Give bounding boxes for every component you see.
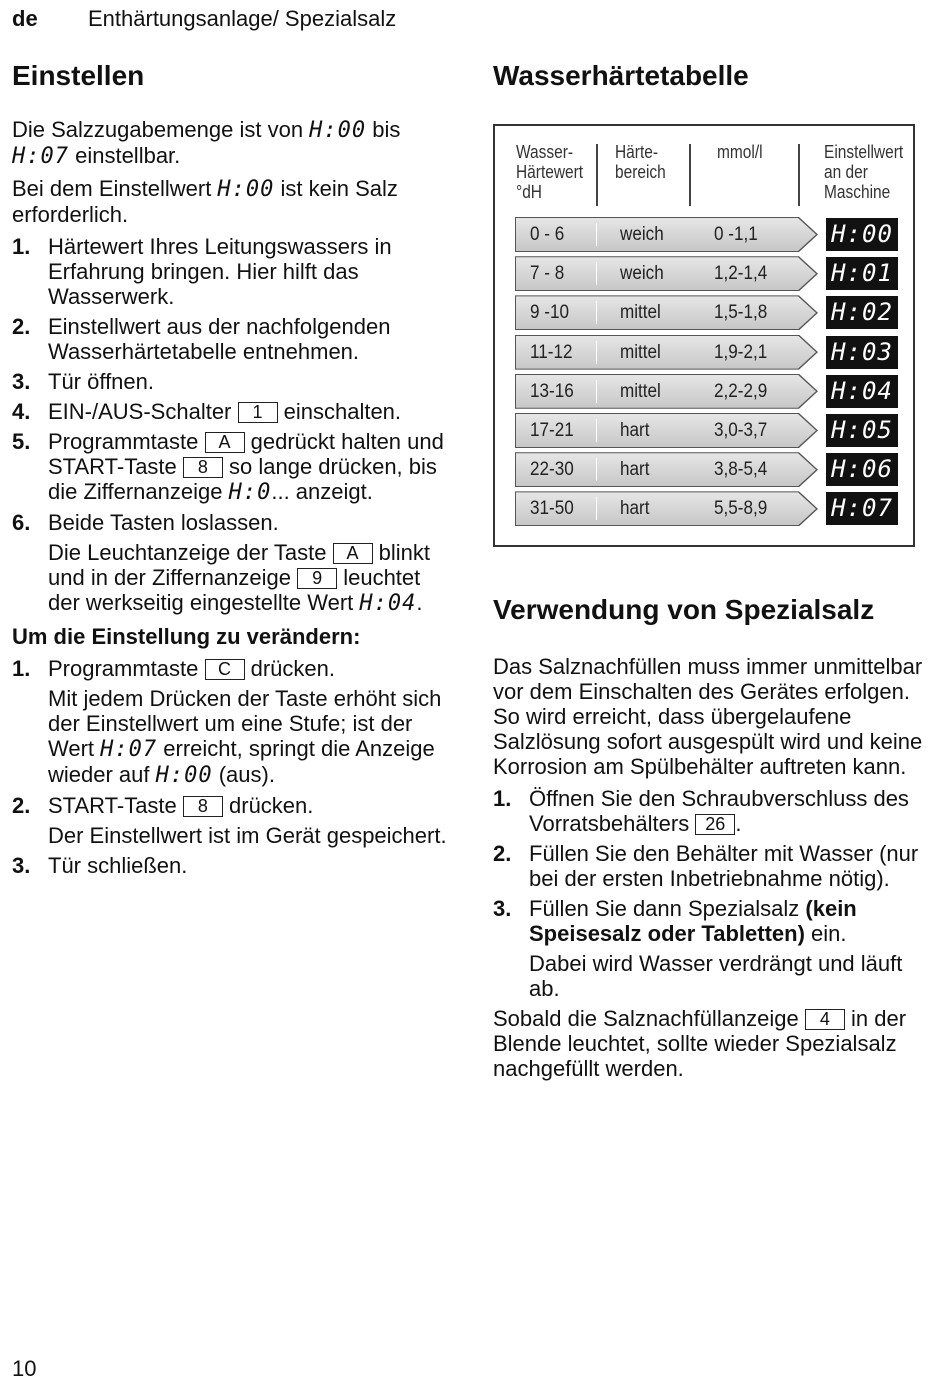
- heading-spezialsalz: Verwendung von Spezialsalz: [493, 594, 875, 625]
- display-setting: H:02: [826, 296, 898, 329]
- cell-range: weich: [620, 224, 664, 245]
- heading-einstellen: Einstellen: [12, 60, 145, 91]
- display-setting: H:04: [826, 375, 898, 408]
- column-header-dh: Wasser- Härtewert °dH: [516, 142, 584, 202]
- key-label: A: [205, 432, 245, 453]
- setup-steps: [12, 234, 452, 616]
- heading-wasserhaertetabelle: Wasserhärtetabelle: [493, 60, 749, 91]
- list-item: 6. Beide Tasten loslassen.: [12, 510, 279, 535]
- display-setting: H:03: [826, 336, 898, 369]
- cell-range: weich: [620, 263, 664, 285]
- section-title: Enthärtungsanlage/ Spezialsalz: [88, 6, 397, 31]
- cell-mmol: 5,5-8,9: [714, 498, 768, 520]
- cell-mmol: 1,5-1,8: [714, 302, 768, 324]
- list-item: 2. Einstellwert aus der nachfolgenden Wasserhärtetabelle entnehmen.: [12, 314, 391, 364]
- key-label: 4: [805, 1009, 845, 1030]
- list-item: 1. Härtewert Ihres Leitungswassers in Erfahrung bringen. Hier hilft das Wasserwerk.: [12, 234, 392, 309]
- key-label: 1: [238, 402, 278, 423]
- display-setting: H:00: [826, 218, 898, 251]
- step-6-detail: Die Leuchtanzeige der Taste A blinkt und in der Ziffernanzeige 9 leuchtet der werkseitig eingestellte Wert H:04.: [48, 540, 431, 616]
- cell-mmol: 3,0-3,7: [714, 420, 768, 441]
- cell-dh: 11-12: [530, 341, 573, 363]
- list-item: 4. EIN-/AUS-Schalter 1 einschalten.: [12, 399, 402, 424]
- column-header-setting: Einstellwert an der Maschine: [824, 142, 904, 202]
- list-item: 2. Füllen Sie den Behälter mit Wasser (nur bei der ersten Inbetriebnahme nötig).: [493, 841, 919, 891]
- key-label: 8: [183, 796, 223, 817]
- cell-mmol: 0 -1,1: [714, 224, 758, 245]
- right-body: [493, 654, 933, 1088]
- change-steps: [12, 656, 452, 878]
- cell-dh: 0 - 6: [530, 224, 565, 245]
- list-item: 1. Öffnen Sie den Schraubverschluss des Vorratsbehälters 26 .: [493, 786, 909, 836]
- key-label: 8: [183, 457, 223, 478]
- column-header-range: Härte- bereich: [615, 142, 666, 182]
- cell-range: mittel: [620, 380, 661, 402]
- salt-step-3-detail: Dabei wird Wasser verdrängt und läuft ab.: [529, 951, 903, 1001]
- paragraph-no-salt: Bei dem Einstellwert H:00 ist kein Salz erforderlich.: [12, 176, 398, 227]
- paragraph-salt-outro: Sobald die Salznachfüllanzeige 4 in der Blende leuchtet, sollte wieder Spezialsalz nachgefüllt werden.: [493, 1006, 907, 1081]
- water-hardness-table: [493, 124, 915, 547]
- key-label: A: [333, 543, 373, 564]
- key-label: C: [205, 659, 245, 680]
- page-number: 10: [12, 1356, 37, 1381]
- salt-steps: [493, 786, 933, 1001]
- cell-mmol: 2,2-2,9: [714, 380, 768, 402]
- cell-range: mittel: [620, 302, 661, 324]
- left-body: [12, 117, 452, 883]
- cell-dh: 7 - 8: [530, 263, 565, 285]
- change-step-2-detail: Der Einstellwert ist im Gerät gespeichert.: [48, 823, 447, 848]
- key-label: 26: [695, 814, 735, 835]
- list-item: 3. Füllen Sie dann Spezialsalz (kein Speisesalz oder Tabletten) ein.: [493, 896, 857, 946]
- cell-range: hart: [620, 498, 650, 520]
- key-label: 9: [297, 568, 337, 589]
- display-setting: H:05: [826, 414, 898, 447]
- cell-mmol: 1,2-1,4: [714, 263, 768, 285]
- cell-range: mittel: [620, 341, 661, 363]
- column-header-mmol: mmol/l: [717, 142, 763, 162]
- cell-dh: 22-30: [530, 459, 574, 481]
- list-item: 3. Tür öffnen.: [12, 369, 154, 394]
- cell-dh: 13-16: [530, 380, 574, 402]
- cell-range: hart: [620, 459, 650, 481]
- display-setting: H:06: [826, 453, 898, 486]
- cell-dh: 31-50: [530, 498, 574, 520]
- display-setting: H:01: [826, 257, 898, 290]
- page-header: [12, 6, 396, 32]
- change-step-1-detail: Mit jedem Drücken der Taste erhöht sich der Einstellwert um eine Stufe; ist der Wert H:07 erreicht, springt die Anzeige wieder auf H:00 (aus).: [48, 686, 442, 788]
- list-item: 3. Tür schließen.: [12, 853, 188, 878]
- subheading-change-setting: Um die Einstellung zu verändern:: [12, 624, 361, 649]
- cell-mmol: 3,8-5,4: [714, 459, 768, 481]
- language-code: de: [12, 6, 38, 31]
- display-setting: H:07: [826, 492, 898, 525]
- cell-dh: 9 -10: [530, 302, 569, 324]
- list-item: 2. START-Taste 8 drücken.: [12, 793, 314, 818]
- list-item: 1. Programmtaste C drücken.: [12, 656, 335, 681]
- cell-range: hart: [620, 420, 650, 441]
- paragraph-salt-intro: Das Salznachfüllen muss immer unmittelbar vor dem Einschalten des Gerätes erfolgen. So wird erreicht, dass übergelaufene Salzlösung sofort ausgespült wird und keine Korrosion am Spülbehälter auftreten kann.: [493, 654, 923, 779]
- cell-dh: 17-21: [530, 420, 574, 441]
- paragraph-salt-range: Die Salzzugabemenge ist von H:00 bis H:07 einstellbar.: [12, 117, 401, 169]
- list-item: 5. Programmtaste A gedrückt halten und START-Taste 8 so lange drücken, bis die Ziffernanzeige H:0... anzeigt.: [12, 429, 444, 505]
- cell-mmol: 1,9-2,1: [714, 341, 768, 363]
